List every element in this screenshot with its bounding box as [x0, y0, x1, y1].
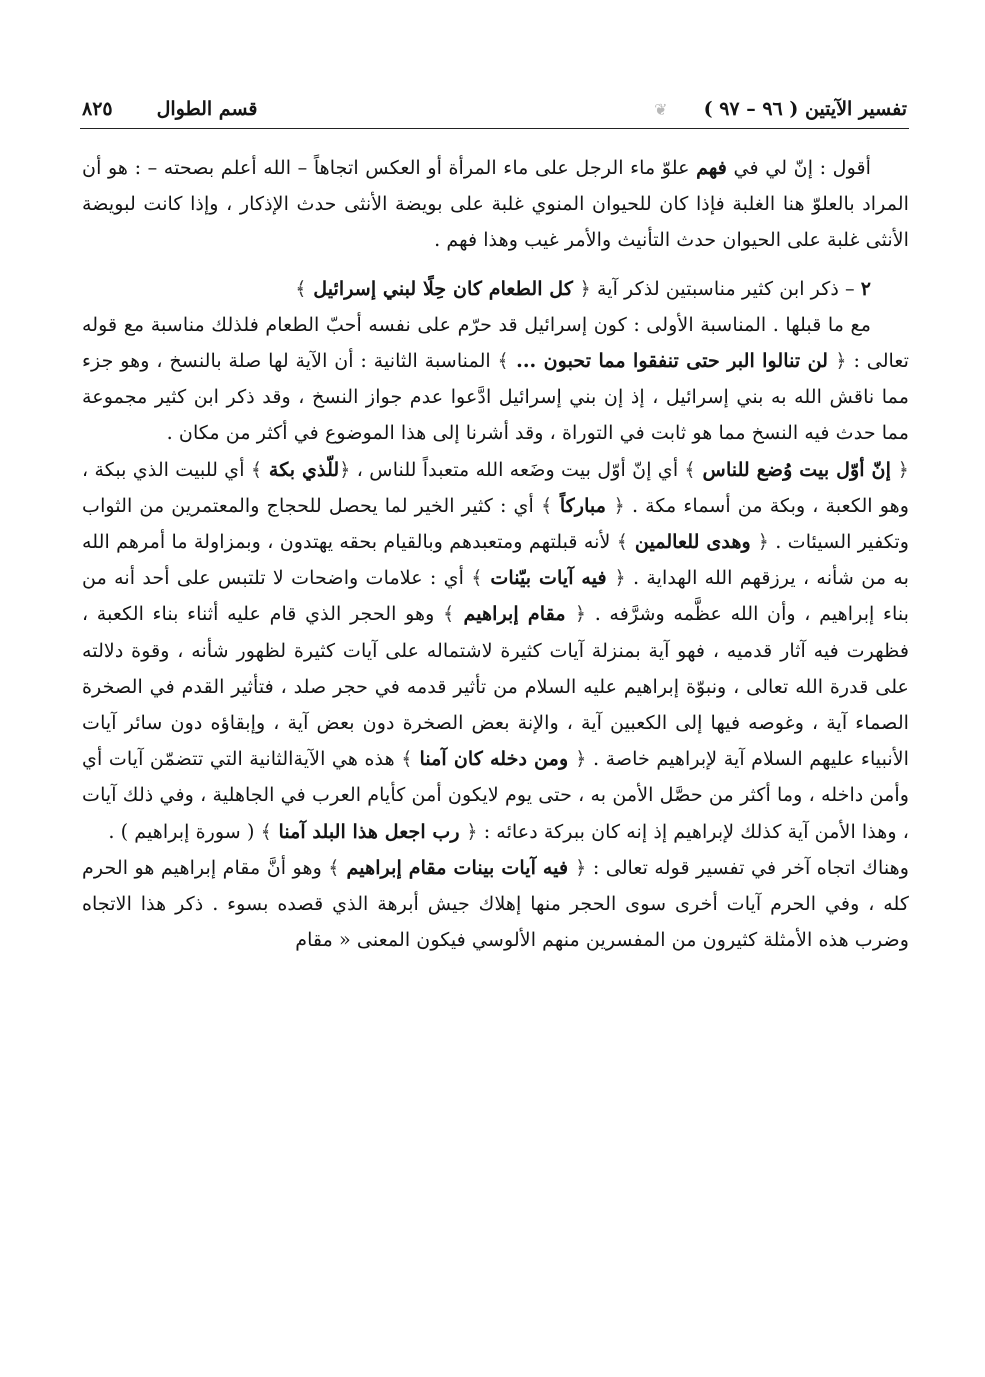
text-run: المناسبة الثانية : أن الآية لها صلة بالنسخ ، وهو جزء مما ناقش الله به بني إسرائيل ، إذ إن بني إسرائيل ادَّعوا عدم جواز النسخ ، وقد ذكر ابن كثير مجموعة مما حدث فيه النسخ مما هو ثابت في التوراة ، وقد أشرنا إلى هذا الموضوع في أكثر من مكان .	[82, 349, 909, 445]
quran-quote: رب اجعل هذا البلد آمنا	[271, 819, 467, 843]
paragraph	[82, 150, 909, 259]
text-run: علوّ ماء الرجل على ماء المرأة أو العكس اتجاهاً – الله أعلم بصحته – : هو أن المراد بالعلوّ هنا الغلبة فإذا كان للحيوان المنوي غلبة على بويضة الأنثى حدث الإذكار ، وإذا كانت لبويضة الأنثى غلبة على الحيوان حدث التأنيث والأمر غيب وهذا فهم .	[82, 156, 909, 252]
quran-quote: فيه آيات بيّنات	[482, 566, 615, 590]
page-number: ٨٢٥	[82, 98, 113, 120]
quote-bracket: ﴾	[684, 457, 696, 481]
quote-bracket: ﴿	[574, 602, 587, 626]
body-text	[82, 150, 909, 958]
quran-quote: مقام إبراهيم	[454, 602, 575, 626]
quran-quote: لن تنالوا البر حتى تنفقوا مما تحبون ...	[508, 349, 836, 373]
quote-bracket: ﴾	[260, 819, 272, 843]
quran-quote: إنّ أوّل بيت وُضع للناس	[695, 457, 898, 481]
quran-quote: فهم	[696, 156, 727, 179]
quote-bracket: ﴾	[250, 457, 263, 481]
quran-quote: ٢	[860, 276, 871, 300]
quran-quote: كل الطعام كان حِلًا لبني إسرائيل	[306, 276, 580, 300]
text-run: أقول : إنّ لي في	[726, 156, 871, 179]
text-run: أي : علامات واضحات لا تلتبس على أحد أنه من بناء إبراهيم ، وأن الله عظَّمه وشرَّفه .	[82, 566, 909, 626]
quote-bracket: ﴾	[497, 349, 509, 373]
quote-bracket: ﴿	[339, 457, 351, 481]
paragraph	[82, 307, 909, 452]
paragraph	[82, 452, 909, 850]
text-run: وهناك اتجاه آخر في تفسير قوله تعالى :	[586, 855, 909, 879]
quote-bracket: ﴾	[616, 530, 628, 554]
quote-bracket: ﴾	[295, 276, 307, 300]
header-title: تفسير الآيتين ( ٩٦ – ٩٧ )	[703, 98, 907, 120]
quran-quote: وهدى للعالمين	[627, 530, 758, 554]
text-run: أي : كثير الخير لما يحصل للحجاج والمعتمرين من الثواب وتكفير السيئات .	[82, 493, 909, 554]
text-run: – ذكر ابن كثير مناسبتين لذكر آية	[590, 276, 861, 300]
quran-quote: فيه آيات بينات مقام إبراهيم	[339, 855, 576, 879]
text-run: لأنه قبلتهم ومتعبدهم وبالقيام بحقه يهتدون ، وبمزاولة ما أمرهم الله به من شأنه ، يرزقهم الله الهداية .	[82, 530, 909, 590]
quote-bracket: ﴾	[401, 747, 413, 771]
text-run: وهو أنَّ مقام إبراهيم هو الحرم كله ، وفي الحرم آيات أخرى سوى الحجر منها إهلاك جيش أبرهة الذي قصده بسوء . ذكر هذا الاتجاه وضرب هذه الأمثلة كثيرون من المفسرين منهم الألوسي فيكون المعنى « مقام	[82, 855, 909, 952]
text-run: أي للبيت الذي ببكة ، وهو الكعبة ، وبكة من أسماء مكة .	[82, 457, 909, 517]
quote-bracket: ﴿	[897, 457, 909, 481]
quote-bracket: ﴿	[757, 530, 769, 554]
quote-bracket: ﴿	[466, 819, 478, 843]
text-run: ( سورة إبراهيم ) .	[108, 819, 261, 843]
quote-bracket: ﴿	[614, 566, 626, 590]
paragraph	[82, 850, 909, 959]
header-rule	[80, 128, 909, 129]
quote-bracket: ﴿	[579, 276, 591, 300]
text-run: وهو الحجر الذي قام عليه أثناء بناء الكعبة ، فظهرت فيه آثار قدميه ، فهو آية بمنزلة آيات كثيرة لاشتماله على آيات كثيرة لظهور شأنه ، وقوة دلالته على قدرة الله تعالى ، ونبوّة إبراهيم عليه السلام من تأثير قدمه في حجر صلد ، فتأثير القدم في الصخرة الصماء آية ، وغوصه فيها إلى الكعبين آية ، والإنة بعض الصخرة دون بعض آية ، وإبقاؤه دون سائر آيات الأنبياء عليهم السلام آية لإبراهيم خاصة .	[82, 602, 909, 771]
text-run: أي إنّ أوّل بيت وضَعه الله متعبداً للناس ،	[350, 457, 685, 481]
quran-quote: للّذي بكة	[262, 457, 340, 481]
quote-bracket: ﴾	[540, 493, 553, 517]
quote-bracket: ﴿	[613, 493, 625, 517]
quote-bracket: ﴾	[471, 566, 483, 590]
header-ornament-icon: ❦	[654, 99, 668, 119]
quran-quote: ومن دخله كان آمنا	[412, 747, 576, 771]
text-run: هذه هي الآيةالثانية التي تتضمّن آيات أي وأمن داخله ، وما أكثر من حصَّل الأمن به ، حتى يوم لايكون أمن كأيام العرب في الجاهلية ، وفي ذلك آيات ، وهذا الأمن آية كذلك لإبراهيم إذ إنه كان ببركة دعائه :	[82, 747, 909, 843]
quote-bracket: ﴿	[575, 747, 587, 771]
text-run: مع ما قبلها . المناسبة الأولى : كون إسرائيل قد حرّم على نفسه أحبّ الطعام فلذلك مناسبة مع قوله تعالى :	[82, 312, 909, 373]
quote-bracket: ﴾	[328, 855, 340, 879]
quote-bracket: ﴿	[835, 349, 847, 373]
paragraph	[82, 271, 909, 307]
header-section: قسم الطوال	[156, 98, 258, 120]
quran-quote: مباركاً	[552, 493, 614, 517]
quote-bracket: ﴾	[443, 602, 455, 626]
quote-bracket: ﴿	[575, 855, 587, 879]
running-header	[82, 92, 907, 126]
